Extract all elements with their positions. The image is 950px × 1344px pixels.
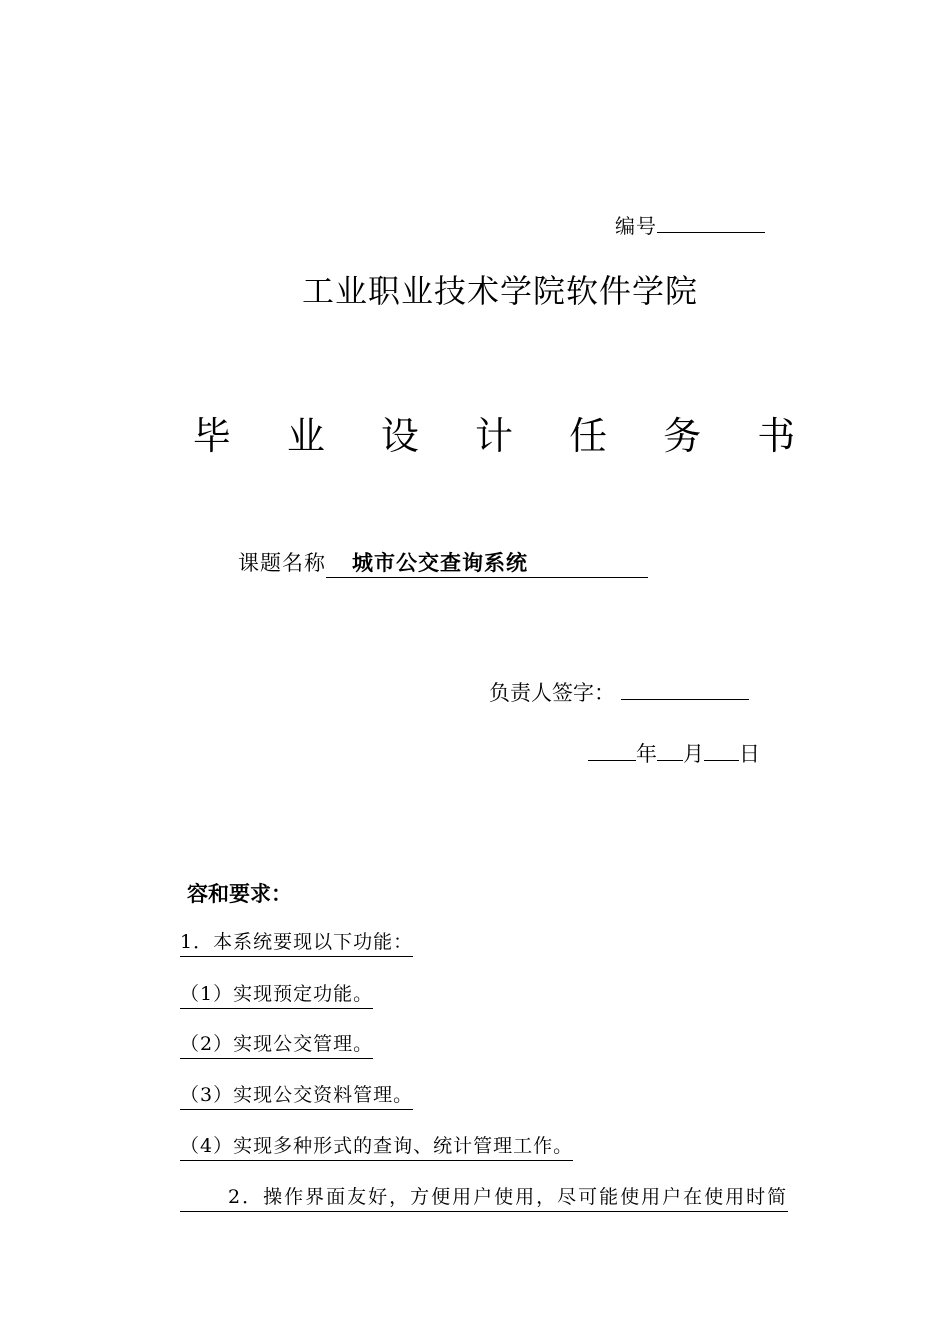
topic-label: 课题名称 xyxy=(238,551,326,575)
requirement-line: （2）实现公交管理。 xyxy=(180,1032,373,1059)
serial-number-label: 编号 xyxy=(615,214,657,238)
year-label: 年 xyxy=(636,742,657,766)
requirement-line: （3）实现公交资料管理。 xyxy=(180,1083,413,1110)
signature-label: 负责人签字： xyxy=(489,681,615,705)
requirement-line: 1．本系统要现以下功能： xyxy=(180,930,413,957)
year-blank[interactable] xyxy=(588,740,636,761)
topic-value: 城市公交查询系统 xyxy=(326,547,648,578)
month-blank[interactable] xyxy=(657,740,683,761)
serial-number-field xyxy=(615,210,765,239)
document-title: 毕 业 设 计 任 务 书 xyxy=(192,414,818,458)
month-label: 月 xyxy=(683,742,704,766)
day-label: 日 xyxy=(739,742,760,766)
date-field xyxy=(588,738,760,768)
topic-field xyxy=(238,547,648,578)
signature-blank[interactable] xyxy=(621,679,749,700)
school-name: 工业职业技术学院软件学院 xyxy=(301,272,698,310)
signature-field xyxy=(489,677,749,707)
requirement-line: （4）实现多种形式的查询、统计管理工作。 xyxy=(180,1134,573,1161)
day-blank[interactable] xyxy=(704,740,739,761)
requirement-line: 2．操作界面友好，方便用户使用，尽可能使用户在使用时简 xyxy=(180,1185,788,1212)
serial-number-blank[interactable] xyxy=(657,214,765,233)
section-heading: 容和要求： xyxy=(187,882,292,906)
requirement-line: （1）实现预定功能。 xyxy=(180,982,373,1009)
